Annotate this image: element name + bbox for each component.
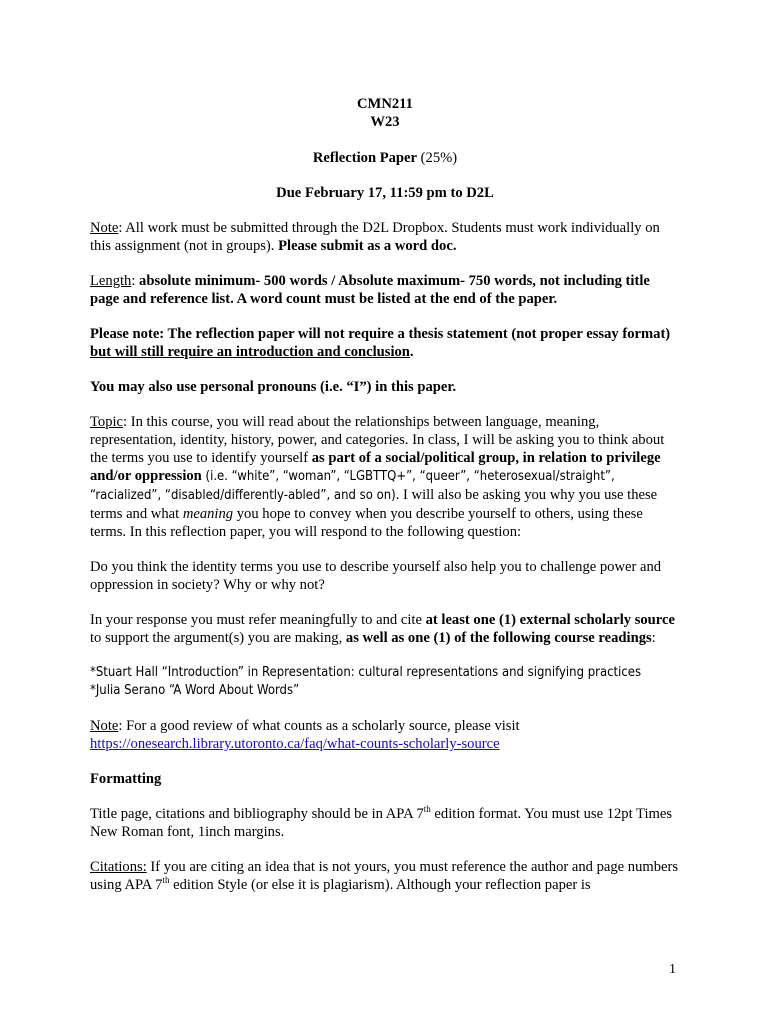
reading-item: *Julia Serano “A Word About Words” [90,683,300,698]
document-body [90,95,680,911]
pronouns-note: You may also use personal pronouns (i.e. “I”) in this paper. [90,379,457,395]
scholarly-source-note: Note: For a good review of what counts as a scholarly source, please visit https://onesearch.library.utoronto.ca/faq/what-counts-scholarly-source [90,718,520,752]
assignment-title: Reflection Paper (25%) [312,150,458,166]
course-term: W23 [370,114,400,130]
due-date: Due February 17, 11:59 pm to D2L [276,185,494,201]
length-requirement: Length: absolute minimum- 500 words / Absolute maximum- 750 words, not including title page and reference list. A word count must be listed at the end of the paper. [90,273,650,307]
course-code: CMN211 [357,96,413,112]
reflection-question: Do you think the identity terms you use to describe yourself also help you to challenge power and oppression in society? Why or why not? [90,559,662,593]
topic-paragraph: Topic: In this course, you will read about the relationships between language, meaning, representation, identity, history, power, and categories. In class, I will be asking you to think about the terms you use to identify yourself as part of a social/political group, in relation to privilege and/or oppression (i.e. “white”, “woman”, “LGBTTQ+”, “queer”, “heterosexual/straight”, “racialized”, “disabled/differently-abled”, and so on). I will also be asking you why you use these terms and what meaning you hope to convey when you describe yourself to others, using these terms. In this reflection paper, you will respond to the following question: [90,414,665,540]
submission-note: Note: All work must be submitted through the D2L Dropbox. Students must work individually on this assignment (not in groups). Please submit as a word doc. [90,220,660,254]
scholarly-source-link[interactable]: https://onesearch.library.utoronto.ca/faq/what-counts-scholarly-source [90,736,500,752]
page-number: 1 [669,962,676,977]
response-requirements: In your response you must refer meaningfully to and cite at least one (1) external scholarly source to support the argument(s) you are making, as well as one (1) of the following course readings: [90,612,675,646]
formatting-paragraph: Title page, citations and bibliography should be in APA 7th edition format. You must use 12pt Times New Roman font, 1inch margins. [90,804,673,840]
formatting-heading: Formatting [90,771,162,787]
thesis-note: Please note: The reflection paper will not require a thesis statement (not proper essay format) but will still require an introduction and conclusion. [90,326,671,360]
reading-item: *Stuart Hall “Introduction” in Representation: cultural representations and signifying practices [90,665,642,680]
course-readings-list [90,664,680,700]
citations-paragraph: Citations: If you are citing an idea that is not yours, you must reference the author and page numbers using APA 7th edition Style (or else it is plagiarism). Although your reflection paper is [90,859,679,893]
